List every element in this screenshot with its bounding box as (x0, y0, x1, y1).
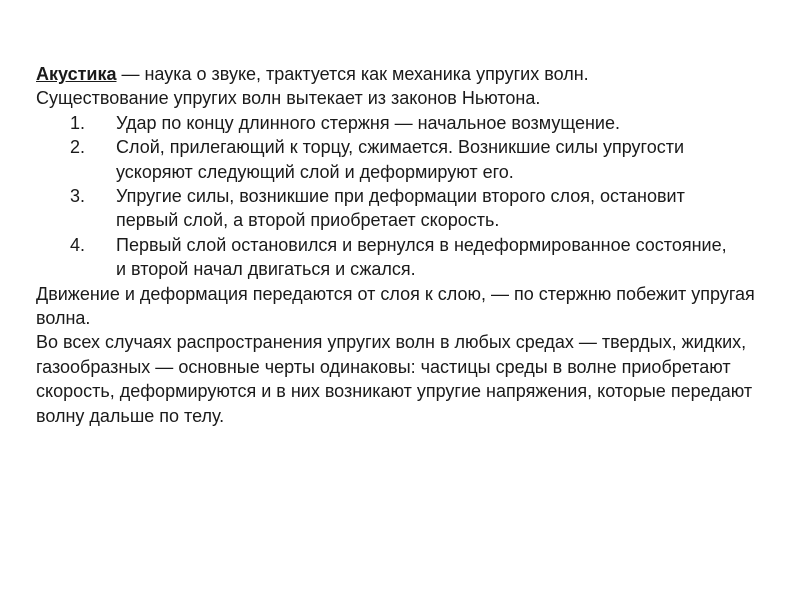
list-item-text: Первый слой остановился и вернулся в недеформированное состояние, и второй начал двигаться и сжался. (116, 234, 727, 280)
definition-text: — наука о звуке, трактуется как механика упругих волн. (116, 64, 589, 84)
list-item (36, 135, 776, 184)
list-item-number: 3. (70, 186, 86, 207)
list-item-text: Упругие силы, возникшие при деформации второго слоя, остановит первый слой, а второй приобретает скорость. (116, 186, 685, 231)
list-item (36, 184, 776, 233)
list-item-text: Удар по концу длинного стержня — начальное возмущение. (116, 112, 620, 133)
list-item (36, 111, 776, 135)
general-paragraph: Во всех случаях распространения упругих волн в любых средах — твердых, жидких, газообразных — основные черты одинаковы: частицы среды в волне приобретают скорость, деформируются и в них возникают упругие напряжения, которые передают волну дальше по телу. (36, 332, 753, 426)
conclusion-paragraph: Движение и деформация передаются от слоя к слою, — по стержню побежит упругая волна. (36, 283, 755, 329)
definition-paragraph (36, 62, 776, 86)
term-acoustics: Акустика (36, 64, 117, 84)
basis-paragraph: Существование упругих волн вытекает из законов Ньютона. (36, 88, 541, 109)
list-item (36, 233, 776, 282)
list-item-text: Слой, прилегающий к торцу, сжимается. Возникшие силы упругости ускоряют следующий слой и деформируют его. (116, 137, 685, 182)
steps-list (36, 111, 776, 282)
list-item-number: 4. (70, 234, 86, 255)
list-item-number: 1. (70, 112, 86, 133)
list-item-number: 2. (70, 137, 86, 158)
slide-body (36, 62, 776, 428)
